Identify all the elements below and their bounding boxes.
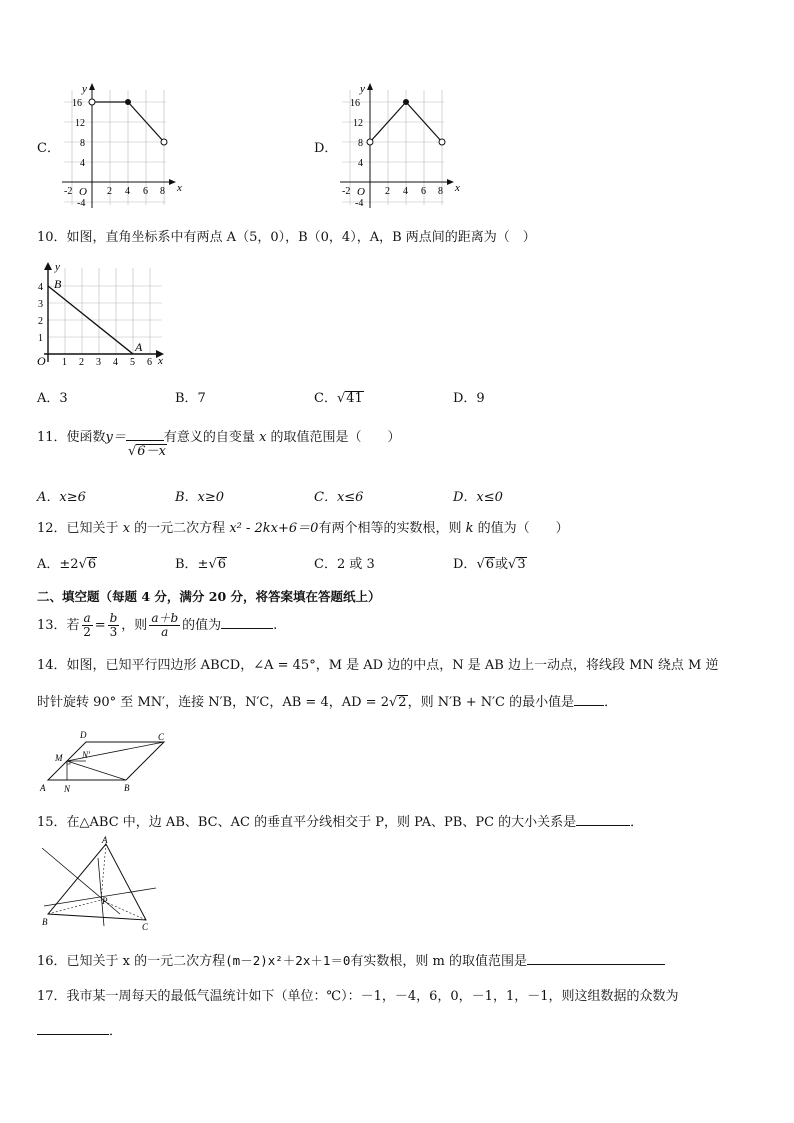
q10-option-c[interactable] <box>314 390 364 408</box>
x-tick: 8 <box>438 186 443 197</box>
y-tick: 4 <box>38 282 43 293</box>
y-tick: 12 <box>353 118 363 129</box>
point-b-label: B <box>54 277 62 291</box>
q13-answer-blank[interactable] <box>221 615 273 629</box>
point-a-label: A <box>135 340 143 354</box>
q12-option-d[interactable] <box>453 556 527 574</box>
x-tick: -2 <box>64 186 73 197</box>
q12-option-b-radicand: 6 <box>217 557 227 572</box>
q15-answer-blank[interactable] <box>576 812 630 826</box>
q10-option-c-label: C． <box>314 391 337 406</box>
sqrt-symbol: √ <box>476 557 485 572</box>
q14-radicand: 2 <box>398 695 407 710</box>
q10-option-c-radicand: 41 <box>346 391 363 406</box>
vertex-c-label: C <box>142 922 149 930</box>
q14-parallelogram-figure <box>38 728 173 796</box>
q13-fraction-c <box>149 612 180 639</box>
q12-option-d-radicand-2: 3 <box>517 557 526 572</box>
q17-line-2 <box>37 1021 122 1041</box>
numerator: a <box>83 611 91 625</box>
origin-label: O <box>357 186 365 198</box>
x-tick: 4 <box>125 186 130 197</box>
y-tick: 8 <box>358 138 363 149</box>
q17-end: ． <box>109 1024 123 1039</box>
vertex-a-label: A <box>40 783 46 793</box>
point-m-label: M <box>55 753 63 763</box>
q16-answer-blank[interactable] <box>527 951 665 965</box>
open-point <box>439 139 445 145</box>
q11-post: 有意义的自变量 <box>163 430 255 445</box>
q13-fraction-a <box>82 612 93 639</box>
y-axis-label: y <box>82 83 87 95</box>
numerator: b <box>109 611 118 625</box>
q15-triangle-figure <box>38 834 158 930</box>
y-tick: 1 <box>38 333 43 344</box>
q12-option-a-label: A．±2 <box>37 557 79 572</box>
x-tick: 2 <box>79 357 84 368</box>
x-tick: 6 <box>421 186 426 197</box>
q13-mid: ，则 <box>121 618 148 633</box>
origin-label: O <box>79 186 87 198</box>
x-axis-label: x <box>455 182 460 194</box>
numerator: a＋b <box>151 611 179 625</box>
q11-option-d[interactable]: D．x≤0 <box>453 490 503 505</box>
y-tick: 4 <box>358 158 363 169</box>
q14-line-2-post: ，则 N′B + N′C 的最小值是 <box>407 695 575 710</box>
section-heading: 二、填空题（每题 4 分，满分 20 分，将答案填在答题纸上） <box>37 589 381 604</box>
y-tick: -4 <box>77 198 86 209</box>
x-tick: -2 <box>342 186 351 197</box>
q11-option-b[interactable]: B．x≥0 <box>175 490 225 505</box>
q12-post2: 的值为（ ） <box>477 521 569 536</box>
q14-line-2-text: 时针旋转 90° 至 MN′，连接 N′B，N′C，AB = 4，AD = 2 <box>37 695 389 710</box>
y-tick: 4 <box>80 158 85 169</box>
q17-answer-blank[interactable] <box>37 1021 109 1035</box>
q15-text: 15．在△ABC 中，边 AB、BC、AC 的垂直平分线相交于 P，则 PA、PB、PC 的大小关系是 <box>37 815 577 830</box>
denominator: 3 <box>109 625 118 639</box>
q10-graph <box>34 258 169 370</box>
point-p-label: P <box>102 896 108 906</box>
x-tick: 6 <box>143 186 148 197</box>
q9-graph-c <box>58 80 188 210</box>
y-axis-label: y <box>55 261 60 273</box>
vertex-b-label: B <box>42 917 48 927</box>
sqrt-symbol: √ <box>78 557 87 572</box>
sqrt-symbol: √ <box>508 557 517 572</box>
q14-line-2: 时针旋转 90° 至 MN′，连接 N′B，N′C，AB = 4，AD = 2√2，则 N′B + N′C 的最小值是 ． <box>37 692 617 712</box>
point-n-prime-label: N′ <box>82 750 90 760</box>
q12-variable: x <box>122 521 131 536</box>
x-tick: 3 <box>96 357 101 368</box>
q13-prefix: 13．若 <box>37 618 80 633</box>
vertex-b-label: B <box>124 783 130 793</box>
y-tick: 16 <box>350 98 360 109</box>
q12-option-d-or: 或 <box>495 557 509 572</box>
y-tick: 12 <box>75 118 85 129</box>
x-tick: 6 <box>147 357 152 368</box>
open-point <box>89 99 95 105</box>
q10-option-b[interactable]: B．7 <box>175 391 206 406</box>
q9-graph-d <box>336 80 466 210</box>
q12-equation: x² - 2kx+6＝0 <box>229 521 319 536</box>
q11-radicand: 6－x <box>137 444 166 459</box>
q16-stem <box>37 951 665 971</box>
point-n-label: N <box>64 784 71 794</box>
closed-point <box>403 99 409 105</box>
q11-denominator <box>128 444 167 459</box>
q11-variable: x <box>259 430 267 445</box>
q12-option-b-label: B．± <box>175 557 209 572</box>
q10-option-d[interactable]: D．9 <box>453 391 485 406</box>
q16-post: 有实数根，则 m 的取值范围是 <box>350 954 527 969</box>
q12-option-a-radicand: 6 <box>87 557 97 572</box>
y-tick: 3 <box>38 299 43 310</box>
open-point <box>161 139 167 145</box>
vertex-c-label: C <box>158 732 165 742</box>
origin-label: O <box>37 354 46 368</box>
open-point <box>367 139 373 145</box>
x-tick: 4 <box>113 357 118 368</box>
q12-option-c[interactable]: C．2 或 3 <box>314 557 375 572</box>
q11-option-a[interactable]: A．x≥6 <box>37 490 86 505</box>
q12-option-d-radicand-1: 6 <box>485 557 495 572</box>
q12-k: k <box>465 521 474 536</box>
q17-line-1: 17．我市某一周每天的最低气温统计如下（单位：℃）：－1，－4，6，0，－1，1，－1，则这组数据的众数为 <box>37 989 679 1004</box>
vertex-a-label: A <box>102 835 108 845</box>
x-tick: 8 <box>160 186 165 197</box>
q13-stem: 13．若 $\frac{a}{2}$ = $\frac{b}{3}$ ，则 $\frac{a+b}{a}$ 的值为 . <box>37 611 278 639</box>
q12-stem <box>37 520 569 538</box>
denominator: 2 <box>83 625 91 639</box>
x-tick: 2 <box>107 186 112 197</box>
denominator: a <box>161 625 169 639</box>
q11-function: y＝ <box>105 430 126 445</box>
q11-fraction-bar <box>126 432 164 441</box>
q11-prefix: 11．使函数 <box>37 430 106 445</box>
q13-post: 的值为 <box>182 618 222 633</box>
q12-post: 有两个相等的实数根，则 <box>318 521 462 536</box>
q15-stem: 15．在△ABC 中，边 AB、BC、AC 的垂直平分线相交于 P，则 PA、PB、PC 的大小关系是 ． <box>37 812 643 832</box>
q14-answer-blank[interactable] <box>574 692 604 706</box>
closed-point <box>125 99 131 105</box>
sqrt-symbol: √ <box>388 695 398 710</box>
q11-post2: 的取值范围是（ ） <box>270 430 401 445</box>
y-tick: -4 <box>355 198 364 209</box>
q9-option-c-label: C． <box>37 141 60 156</box>
q10-option-a[interactable]: A．3 <box>37 391 68 406</box>
q16-equation: (m－2)x²＋2x＋1＝0 <box>225 953 351 968</box>
q10-stem: 10．如图，直角坐标系中有两点 A（5，0），B（0，4），A，B 两点间的距离为（ ） <box>37 230 536 245</box>
q12-prefix: 12．已知关于 <box>37 521 119 536</box>
x-axis-label: x <box>177 182 182 194</box>
vertex-d-label: D <box>80 730 87 740</box>
y-tick: 16 <box>72 98 82 109</box>
q13-equals: = <box>94 618 106 633</box>
x-axis-label: x <box>158 355 163 367</box>
sqrt-symbol: √ <box>336 391 346 406</box>
q11-stem <box>37 429 401 447</box>
x-tick: 1 <box>62 357 67 368</box>
y-axis-label: y <box>360 83 365 95</box>
q14-line-1: 14．如图，已知平行四边形 ABCD，∠A = 45°，M 是 AD 边的中点，N 是 AB 边上一动点，将线段 MN 绕点 M 逆 <box>37 658 719 673</box>
q9-option-d-label: D． <box>314 141 338 156</box>
x-tick: 4 <box>403 186 408 197</box>
q12-option-b[interactable] <box>175 556 227 574</box>
x-tick: 5 <box>130 357 135 368</box>
sqrt-symbol: √ <box>128 444 137 459</box>
y-tick: 2 <box>38 316 43 327</box>
q12-option-d-label: D． <box>453 557 477 572</box>
q12-mid: 的一元二次方程 <box>134 521 226 536</box>
sqrt-symbol: √ <box>208 557 217 572</box>
q12-option-a[interactable] <box>37 556 97 574</box>
x-tick: 2 <box>385 186 390 197</box>
q11-option-c[interactable]: C．x≤6 <box>314 490 364 505</box>
y-tick: 8 <box>80 138 85 149</box>
q13-fraction-b <box>108 612 120 639</box>
q16-prefix: 16．已知关于 x 的一元二次方程 <box>37 954 226 969</box>
